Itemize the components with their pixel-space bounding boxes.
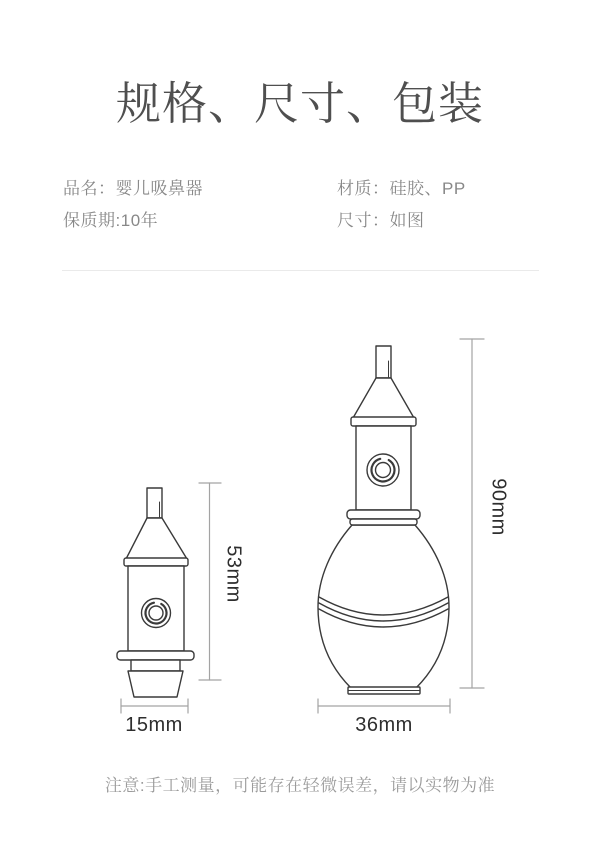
- spec-value: 如图: [389, 210, 425, 230]
- small-tip-drawing: [117, 488, 194, 697]
- spec-label: 保质期:: [63, 210, 121, 230]
- small-width-dimension-line: [121, 699, 188, 713]
- spec-label: 材质：: [337, 178, 390, 198]
- small-height-label: 53mm: [222, 545, 245, 603]
- spec-label: 品名：: [63, 178, 116, 198]
- page-title: 规格、尺寸、包装: [115, 78, 484, 129]
- large-height-label: 90mm: [487, 478, 510, 536]
- small-height-dimension-line: [199, 483, 221, 680]
- spec-label: 尺寸：: [337, 210, 390, 230]
- measurement-note: 注意:手工测量，可能存在轻微误差，请以实物为准: [104, 776, 496, 795]
- large-height-dimension-line: [460, 339, 484, 688]
- spec-value: 10年: [120, 210, 159, 230]
- spec-value: 婴儿吸鼻器: [115, 178, 203, 198]
- spec-value: 硅胶、PP: [389, 178, 466, 198]
- large-aspirator-drawing: [318, 346, 449, 694]
- small-width-label: 15mm: [125, 714, 183, 736]
- large-width-dimension-line: [318, 699, 450, 713]
- large-width-label: 36mm: [355, 714, 413, 736]
